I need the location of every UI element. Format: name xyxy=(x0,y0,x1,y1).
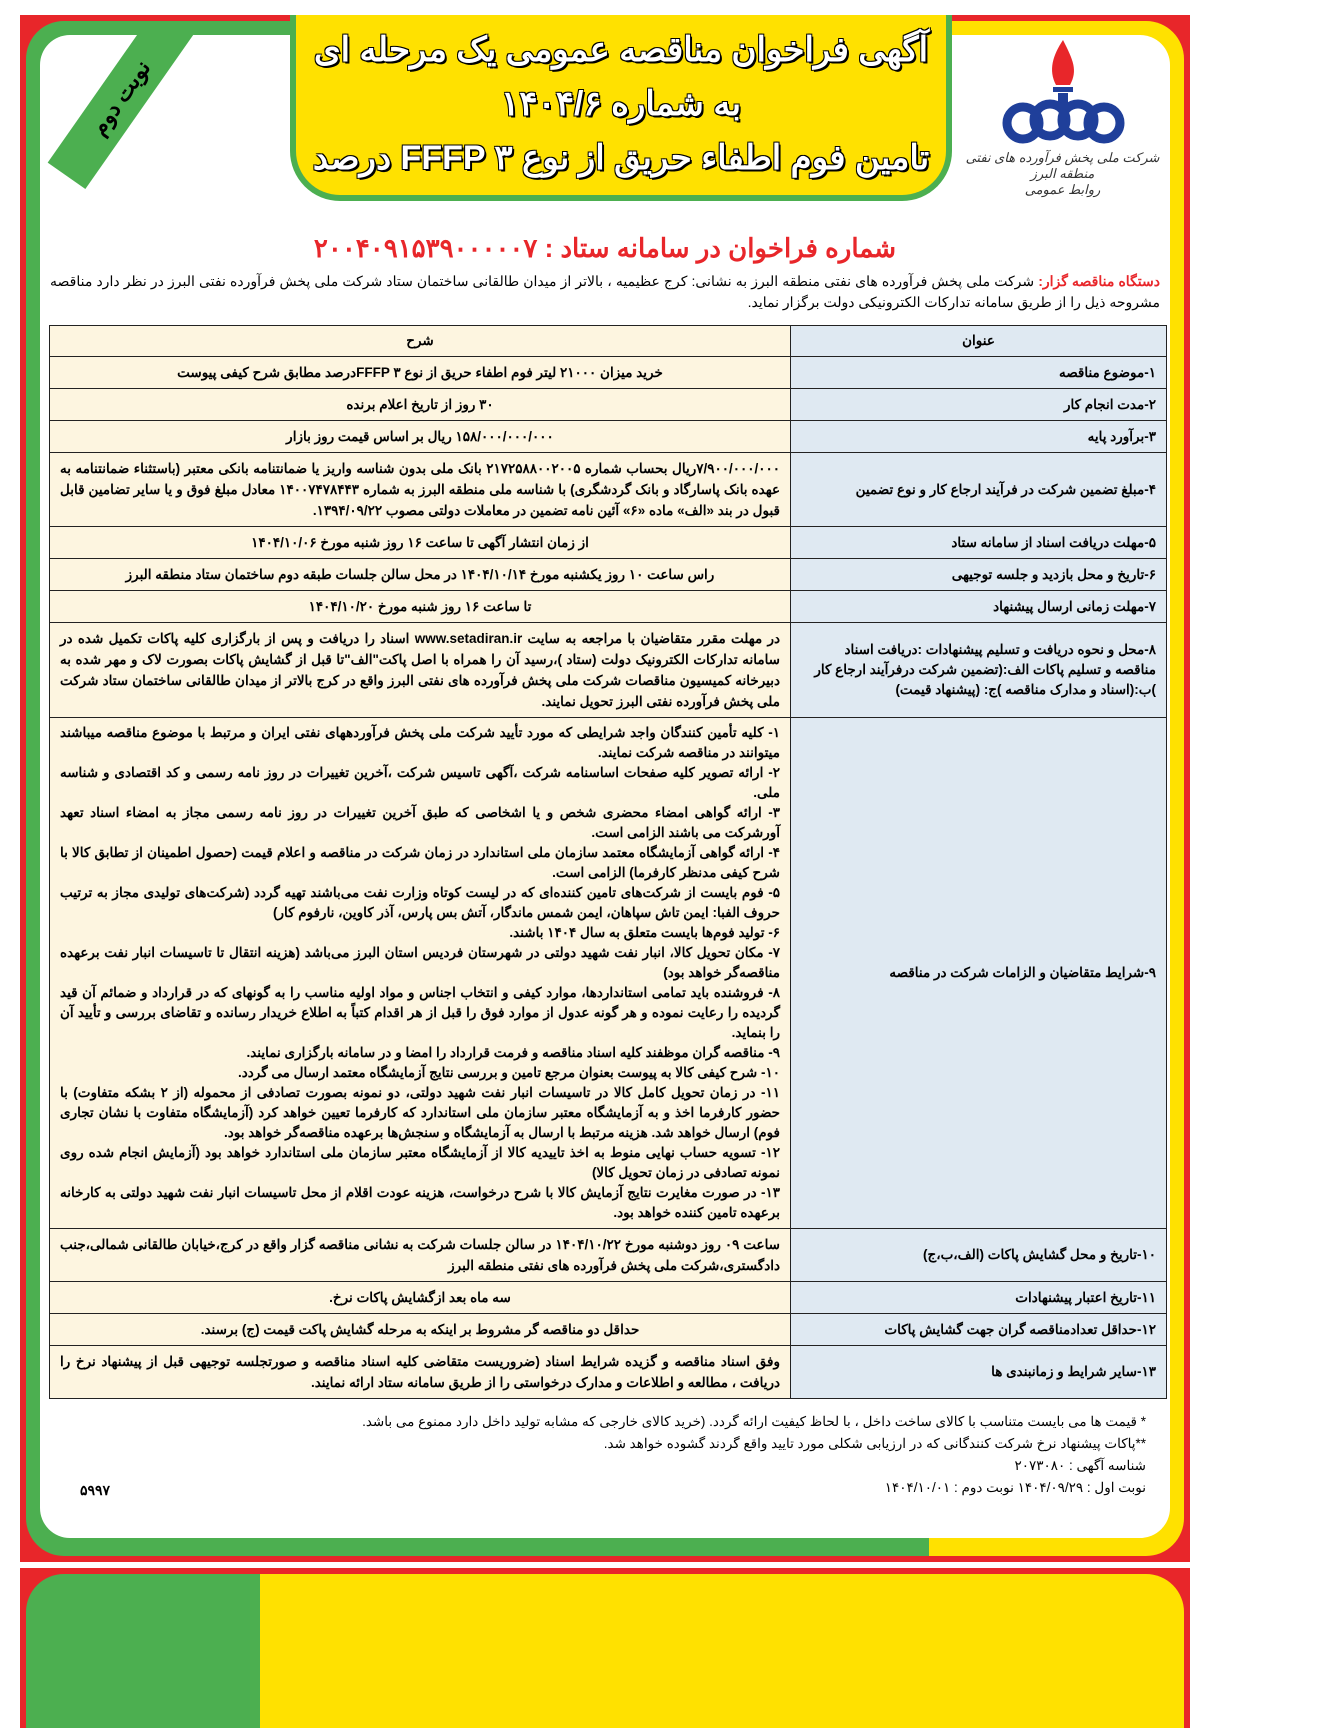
table-row xyxy=(50,421,1167,453)
company-logo xyxy=(955,35,1170,220)
table-row xyxy=(50,527,1167,559)
header-description: شرح xyxy=(50,326,791,357)
row-description: از زمان انتشار آگهی تا ساعت ۱۶ روز شنبه مورخ ۱۴۰۴/۱۰/۰۶ xyxy=(50,527,791,559)
row-description: ۷/۹۰۰/۰۰۰/۰۰۰ریال بحساب شماره ۲۱۷۲۵۸۸۰۰۲۰۰۵ بانک ملی بدون شناسه واریز یا ضمانتنامه بانکی معتبر (باستثناء ضمانتنامه به عهده بانک پاسارگاد و بانک گردشگری) با شناسه ملی منطقه البرز به شماره ۱۴۰۰۷۴۷۸۴۴۳ معادل مبلغ فوق و یا سایر تضامین قابل قبول در بند «الف» ماده «۶» آئین نامه تضمین در معاملات دولتی مصوب ۱۳۹۴/۰۹/۲۲. xyxy=(50,453,791,527)
row-title: ۷-مهلت زمانی ارسال پیشنهاد xyxy=(791,591,1167,623)
logo-dept: روابط عمومی xyxy=(1024,182,1101,197)
condition-item: ۱۰- شرح کیفی کالا به پیوست بعنوان مرجع تامین و بررسی نتایج آزمایشگاه معتمد ارسال می گردد. xyxy=(238,1065,780,1080)
row-description: سه ماه بعد ازگشایش پاکات نرخ. xyxy=(50,1282,791,1314)
row-title: ۹-شرایط متقاضیان و الزامات شرکت در مناقصه xyxy=(791,718,1167,1229)
row-title: ۱۰-تاریخ و محل گشایش پاکات (الف،ب،ج) xyxy=(791,1229,1167,1282)
row-description: راس ساعت ۱۰ روز یکشنبه مورخ ۱۴۰۴/۱۰/۱۴ در محل سالن جلسات طبقه دوم ساختمان ستاد منطقه البرز xyxy=(50,559,791,591)
ad-id: شناسه آگهی : ۲۰۷۳۰۸۰ xyxy=(1014,1458,1146,1473)
intro-text: شرکت ملی پخش فرآورده های نفتی منطقه البرز به نشانی: کرج عظیمیه ، بالاتر از میدان طالقانی ساختمان ستاد شرکت ملی پخش فرآورده نفتی البرز در نظر دارد مناقصه مشروحه ذیل را از طریق سامانه تدارکات الکترونیکی دولت برگزار نماید. xyxy=(50,273,1160,310)
condition-item: ۹- مناقصه گران موظفند کلیه اسناد مناقصه و فرمت قرارداد را امضا و در سامانه بارگزاری نمایند. xyxy=(246,1045,780,1060)
publication-dates: نوبت اول : ۱۴۰۴/۰۹/۲۹ نوبت دوم : ۱۴۰۴/۱۰/۰۱ xyxy=(884,1480,1146,1495)
row-description: ساعت ۰۹ روز دوشنبه مورخ ۱۴۰۴/۱۰/۲۲ در سالن جلسات شرکت به نشانی مناقصه گزار واقع در کرج،خیابان طالقانی شمالی،جنب دادگستری،شرکت ملی پخش فرآورده های نفتی منطقه البرز xyxy=(50,1229,791,1282)
table-row xyxy=(50,559,1167,591)
row-description: در مهلت مقرر متقاضیان با مراجعه به سایت www.setadiran.ir اسناد را دریافت و پس از بارگزاری کلیه پاکات تکمیل شده در سامانه تدارکات الکترونیک دولت (ستاد )،رسید آن را همراه با اصل پاکت"الف"تا قبل از گشایش پاکات بصورت لاک و مهر شده به دبیرخانه کمیسیون مناقصات شرکت ملی پخش فرآورده های نفتی البرز واقع در کرج بالاتر از میدان طالقانی ساختمان ستاد شرکت ملی پخش فرآورده نفتی البرز تحویل نمایند. xyxy=(50,623,791,718)
table-row xyxy=(50,623,1167,718)
ad-header xyxy=(40,31,1170,225)
row-title: ۶-تاریخ و محل بازدید و جلسه توجیهی xyxy=(791,559,1167,591)
row-title: ۱۱-تاریخ اعتبار پیشنهادات xyxy=(791,1282,1167,1314)
row-description: ۳۰ روز از تاریخ اعلام برنده xyxy=(50,389,791,421)
table-row xyxy=(50,357,1167,389)
row-title: ۱۳-سایر شرایط و زمانبندی ها xyxy=(791,1346,1167,1399)
title-banner xyxy=(290,15,952,201)
title-line-3: تامین فوم اطفاء حریق از نوع FFFP ۳ درصد xyxy=(312,139,930,177)
row-title: ۳-برآورد پایه xyxy=(791,421,1167,453)
row-description: خرید میزان ۲۱۰۰۰ لیتر فوم اطفاء حریق از نوع FFFP ۳درصد مطابق شرح کیفی پیوست xyxy=(50,357,791,389)
setad-number: شماره فراخوان در سامانه ستاد : ۲۰۰۴۰۹۱۵۳۹۰۰۰۰۰۷ xyxy=(313,233,897,263)
row-description: ۱۵۸/۰۰۰/۰۰۰/۰۰۰ ریال بر اساس قیمت روز بازار xyxy=(50,421,791,453)
intro-label: دستگاه مناقصه گزار: xyxy=(1038,273,1160,289)
condition-item: ۱۱- در زمان تحویل کامل کالا در تاسیسات انبار نفت شهید دولتی، دو نمونه بصورت تصادفی از محموله (از ۲ بشکه متفاوت) با حضور کارفرما اخذ و به آزمایشگاه معتبر سازمان ملی استاندارد که کارفرما تعیین خواهد کرد (آزمایشگاه متفاوت با نشان تجاری فوم) ارسال خواهد شد. هزینه مرتبط با ارسال به آزمایشگاه و سنجش‌ها برعهده مناقصه‌گر خواهد بود. xyxy=(60,1085,780,1140)
condition-item: ۴- ارائه گواهی آزمایشگاه معتمد سازمان ملی استاندارد در زمان شرکت در مناقصه و اعلام قیمت (حصول اطمینان از تطابق کالا با شرح کیفی مدنظر کارفرما) الزامی است. xyxy=(60,845,780,880)
row-description xyxy=(50,718,791,1229)
next-ad-strip xyxy=(20,1568,1190,1728)
row-title: ۴-مبلغ تضمین شرکت در فرآیند ارجاع کار و نوع تضمین xyxy=(791,453,1167,527)
condition-item: ۱- کلیه تأمین کنندگان واجد شرایطی که مورد تأیید شرکت ملی پخش فرآوردههای نفتی ایران و مرتبط با موضوع مناقصه میباشند میتوانند در مناقصه شرکت نمایند. xyxy=(60,725,780,760)
row-title: ۱-موضوع مناقصه xyxy=(791,357,1167,389)
row-title: ۱۲-حداقل تعدادمناقصه گران جهت گشایش پاکات xyxy=(791,1314,1167,1346)
condition-item: ۱۲- تسویه حساب نهایی منوط به اخذ تاییدیه کالا از آزمایشگاه معتبر سازمان ملی استاندارد خواهد بود (آزمایش انجام شده روی نمونه تصادفی در زمان تحویل کالا) xyxy=(60,1145,780,1180)
tender-table xyxy=(49,325,1167,1399)
ad-border xyxy=(26,21,1184,1556)
ad-body xyxy=(40,31,1170,1538)
row-title: ۲-مدت انجام کار xyxy=(791,389,1167,421)
second-publication-ribbon: نوبت دوم xyxy=(48,35,195,189)
header-title: عنوان xyxy=(791,326,1167,357)
table-row xyxy=(50,453,1167,527)
condition-item: ۲- ارائه تصویر کلیه صفحات اساسنامه شرکت ،آگهی تاسیس شرکت ،آخرین تغییرات در روز نامه رسمی و کد اقتصادی و شناسه ملی. xyxy=(60,765,780,800)
row-title: ۸-محل و نحوه دریافت و تسلیم پیشنهادات :دریافت اسناد مناقصه و تسلیم پاکات الف:(تضمین شرکت درفرآیند ارجاع کار )ب:(اسناد و مدارک مناقصه )ج: (پیشنهاد قیمت) xyxy=(791,623,1167,718)
note-1: * قیمت ها می بایست متناسب با کالای ساخت داخل ، با لحاظ کیفیت ارائه گردد. (خرید کالای خارجی که مشابه تولید داخل دارد ممنوع می باشد. xyxy=(362,1414,1146,1429)
table-row xyxy=(50,591,1167,623)
flame-logo-icon xyxy=(998,35,1128,145)
table-row xyxy=(50,1229,1167,1282)
note-2: **پاکات پیشنهاد نرخ شرکت کنندگانی که در ارزیابی شکلی مورد تایید واقع گردند گشوده خواهد شد. xyxy=(603,1436,1146,1451)
intro-paragraph xyxy=(50,271,1160,313)
condition-item: ۱۳- در صورت مغایرت نتایج آزمایش کالا با شرح درخواست، هزینه عودت اقلام از محل تاسیسات انبار نفت شهید دولتی به کارخانه برعهده تامین کننده خواهد بود. xyxy=(60,1185,780,1220)
title-line-1: آگهی فراخوان مناقصه عمومی یک مرحله ای xyxy=(313,31,929,69)
row-title: ۵-مهلت دریافت اسناد از سامانه ستاد xyxy=(791,527,1167,559)
table-row xyxy=(50,1282,1167,1314)
row-description: وفق اسناد مناقصه و گزیده شرایط اسناد (ضروریست متقاضی کلیه اسناد مناقصه و صورتجلسه توجیهی قبل از پیشنهاد نرخ را دریافت ، مطالعه و اطلاعات و مدارک درخواستی را از طریق سامانه ستاد ارائه نمایند. xyxy=(50,1346,791,1399)
table-row xyxy=(50,389,1167,421)
ribbon-area xyxy=(40,35,240,195)
footer xyxy=(70,1411,1146,1499)
table-row xyxy=(50,1314,1167,1346)
ad-code: ۵۹۹۷ xyxy=(80,1482,111,1498)
title-line-2: به شماره ۱۴۰۴/۶ xyxy=(500,85,742,123)
row-description: حداقل دو مناقصه گر مشروط بر اینکه به مرحله گشایش پاکت قیمت (ج) برسند. xyxy=(50,1314,791,1346)
ad-frame xyxy=(20,15,1190,1562)
condition-item: ۶- تولید فوم‌ها بایست متعلق به سال ۱۴۰۴ باشند. xyxy=(509,925,780,940)
table-row xyxy=(50,1346,1167,1399)
row-description: تا ساعت ۱۶ روز شنبه مورخ ۱۴۰۴/۱۰/۲۰ xyxy=(50,591,791,623)
logo-company-name: شرکت ملی پخش فرآورده های نفتی منطقه البرز xyxy=(965,150,1160,181)
condition-item: ۸- فروشنده باید تمامی استانداردها، موارد کیفی و انتخاب اجناس و مواد اولیه مناسب را به گونهای که در قرارداد و ضمائم آن قید گردیده را رعایت نموده و هر گونه عدول از موارد فوق را قبل از هر اقدام کتباً به اطلاع خریدار رسانده و تقاضای بررسی و تأیید آن را بنماید. xyxy=(60,985,780,1040)
condition-item: ۵- فوم بایست از شرکت‌های تامین کننده‌ای که در لیست کوتاه وزارت نفت می‌باشند تهیه گردد (شرکت‌های تولیدی مجاز به ترتیب حروف الفبا: ایمن تاش سپاهان، ایمن شمس ماندگار، آتش بس پارس، آذر کاوین، نارفوم کار) xyxy=(60,885,780,920)
condition-item: ۳- ارائه گواهی امضاء محضری شخص و یا اشخاصی که طبق آخرین تغییرات در روز نامه رسمی مجاز به امضاء اسناد تعهد آورشرکت می باشند الزامی است. xyxy=(60,805,780,840)
condition-item: ۷- مکان تحویل کالا، انبار نفت شهید دولتی در شهرستان فردیس استان البرز می‌باشد (هزینه انتقال تا تاسیسات انبار نفت برعهده مناقصه‌گر خواهد بود) xyxy=(60,945,780,980)
footnotes xyxy=(110,1411,1146,1499)
table-row xyxy=(50,718,1167,1229)
